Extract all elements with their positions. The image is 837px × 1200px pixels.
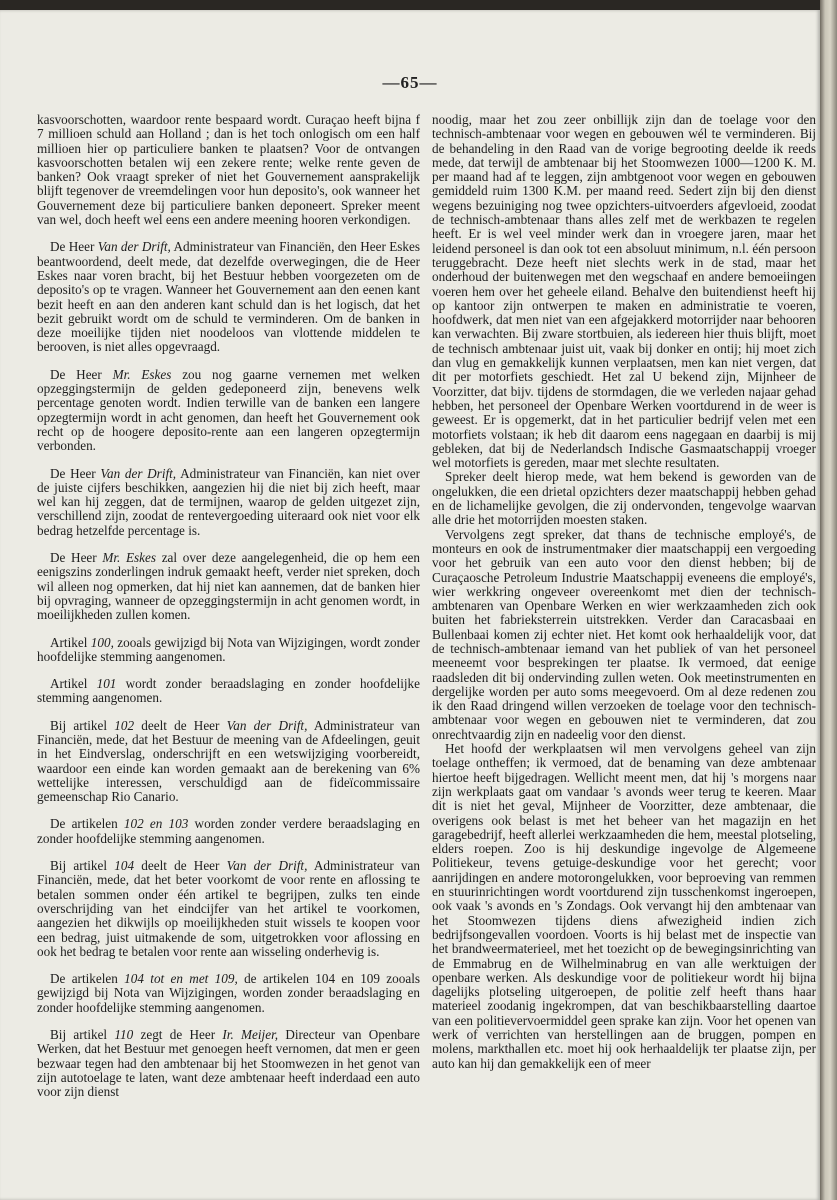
right-column — [432, 113, 816, 1071]
binding-edge — [820, 0, 837, 1200]
speaker-name: Van der Drift, — [226, 858, 308, 874]
paragraph: noodig, maar het zou zeer onbillijk zijn dan de toelage voor den technisch-ambtenaar voor wegen en gebouwen wél te verminderen. Bij de behandeling in den Raad van de vorige begrooting deelde ik reeds mede, dat terwijl de ambtenaar bij het Stoomwezen 1000—1200 K. M. per maand had af te leggen, zijn ambtgenoot voor wegen en gebouwen gemiddeld ruim 1300 K.M. per maand reed. Sedert zijn bij den dienst wegens bezuiniging nog twee opzichters-uitvoerders afgevloeid, zoodat de technisch-ambtenaar thans alles zelf met de werkbazen te regelen heeft. Er is wel veel minder werk dan in vroegere jaren, maar het leidend personeel is dan ook tot een absoluut minimum, n.l. één persoon teruggebracht. Deze heeft niet slechts werk in de stad, maar het onderhoud der buitenwegen met den wegschaaf en andere bemoeiingen voeren hem over het geheele eiland. Behalve den buitendienst heeft hij op kantoor zijn ontwerpen te maken en administratie te voeren, hoofdwerk, dat men niet van een afgejakkerd motorrijder naar behooren kan verwachten. Bij zware stortbuien, als iedereen hier thuis blijft, moet de technisch ambtenaar juist uit, vaak bij donker en ontij; hij moet zich dan vlug en gemakkelijk kunnen verplaatsen, men kan niet vergen, dat dit per motorfiets geschiedt. Het zal U bekend zijn, Mijnheer de Voorzitter, dat bijv. tijdens de stormdagen, die we verleden najaar gehad hebben, het personeel der Openbare Werken voortdurend in de weer is geweest. Er is opgemerkt, dat in het particulier bedrijf velen met een motorfiets volstaan; ik heb dit daarom eens nagegaan en daarbij is mij gebleken, dat bij de Nederlandsch Indische Gasmaatschappij vroeger wel motorfiets is gereden, maar met slechte resultaten. — [432, 112, 816, 471]
page-number: —65— — [382, 73, 438, 92]
paragraph: Bij artikel 102 deelt de Heer Van der Drift, Administrateur van Financiën, mede, dat het Bestuur de meening van de Afdeelingen, geuit in het Eindverslag, onderschrijft en een wetswijziging voorbereidt, waardoor een einde kan worden gemaakt aan de berekening van 6% wettelijke interessen, verschuldigd aan de fideïcommissaire gemeenschap Rio Canario. — [37, 717, 421, 805]
speaker-name: Van der Drift, — [97, 239, 171, 255]
paragraph: Vervolgens zegt spreker, dat thans de technische employé's, de monteurs en ook de instrumentmaker dier maatschappij een vergoeding voor het gebruik van een auto voor den dienst hebben; bij de Curaçaosche Petroleum Industrie Maatschappij eveneens die employé's, wier werkkring ongeveer overeenkomt met dien der technisch-ambtenaren van Openbare Werken en wier werkzaamheden zich ook buiten het fabrieksterrein uitstrekken. Verder dan Caracasbaai en Bullenbaai komen zij echter niet. Het komt ook herhaaldelijk voor, dat de technisch-ambtenaar iemand van het publiek of van het personeel meeneemt voor besprekingen ter plaatse. Ik vermoed, dat eenige raadsleden dit bij ondervinding zullen weten. Ook meetinstrumenten en dergelijke worden per auto soms meegevoerd. Om al deze redenen zou ik den Raad dringend willen verzoeken de toelage voor den technisch-ambtenaar voor wegen en gebouwen niet te verminderen, dat zou onrechtvaardig zijn en nadeelig voor den dienst. — [432, 526, 816, 742]
speaker-name: Mr. Eskes — [112, 366, 172, 382]
paragraph: De Heer Mr. Eskes zou nog gaarne vernemen met welken opzeggingstermijn de gelden gedeponeerd zijn, benevens welk percentage genoten wordt. Indien terwille van de banken een langere opzegtermijn wordt in acht genomen, dan heeft het Gouvernement ook recht op de hoogere deposito-rente aan een langeren opzegtermijn verbonden. — [37, 366, 420, 454]
paragraph: De Heer Mr. Eskes zal over deze aangelegenheid, die op hem een eenigszins zonderlingen indruk gemaakt heeft, verder niet spreken, doch wil alleen nog opmerken, dat hij niet kan aannemen, dat de banken hier bij opvraging, wanneer de opzeggingstermijn in acht genomen wordt, in moeilijkheden zullen komen. — [37, 550, 420, 623]
paragraph: De Heer Van der Drift, Administrateur van Financiën, kan niet over de juiste cijfers beschikken, aangezien hij die niet bij zich heeft, maar wel kan hij zeggen, dat de termijnen, waarop de gelden uitgezet zijn, verschillend zijn, zoodat de rentevergoeding uiteraard ook niet voor elk bedrag hetzelfde percentage is. — [37, 465, 420, 538]
article-number: 104 tot en met 109, — [124, 971, 238, 987]
paragraph: De artikelen 102 en 103 worden zonder verdere beraadslaging en zonder hoofdelijke stemming aangenomen. — [37, 816, 420, 846]
paragraph: Artikel 101 wordt zonder beraadslaging en zonder hoofdelijke stemming aangenomen. — [37, 676, 421, 706]
paragraph: kasvoorschotten, waardoor rente bespaard wordt. Curaçao heeft bijna f 7 millioen schuld aan Holland ; dan is het toch onlogisch om een half millioen hier op particuliere banken te plaatsen? Voor de ontvangen kasvoorschotten betalen wij een zekere rente; welke rente geven de banken? Ook vraagt spreker of niet het Gouvernement aansprakelijk blijft tegenover de vreemdelingen voor hun deposito's, ook wanneer het Gouvernement deze bij particuliere banken deponeert. Spreker meent van wel, doch heeft wel eens een andere meening hooren verkondigen. — [37, 112, 420, 228]
paragraph: Bij artikel 104 deelt de Heer Van der Drift, Administrateur van Financiën, mede, dat het beter voorkomt de voor rente en aflossing te betalen sommen onder één artikel te begrijpen, zulks ten einde overschrijding van het eindcijfer van het artikel te voorkomen, aangezien het dikwijls op moeilijkheden stuit wissels te koopen voor een bedrag, juist uitmakende de som, uitgetrokken voor aflossing en ook het bedrag te betalen voor rente aan wisseling onderhevig is. — [37, 858, 421, 959]
paragraph: Het hoofd der werkplaatsen wil men vervolgens geheel van zijn toelage ontheffen; ik vermoed, dat de benaming van deze ambtenaar hiertoe heeft bijgedragen. Wellicht meent men, dat hij 's morgens naar zijn werkplaats gaat om vandaar 's avonds weer terug te keeren. Maar dit is niet het geval, Mijnheer de Voorzitter, deze ambtenaar, die overigens ook belast is met het beheer van het magazijn en het garagebedrijf, heeft allerlei werkzaamheden die hem, meestal plotseling, elders roepen. Zoo is hij deskundige ingevolge de Algemeene Politiekeur, tevens getuige-deskundige voor het gerecht; voor aanrijdingen en andere motorongelukken, voor beproeving van remmen en stuurinrichtingen wordt voortdurend zijn tusschenkomst ingeroepen, ook vaak 's avonds en 's Zondags. Ook vervangt hij den ambtenaar van het Stoomwezen tijdens diens afwezigheid indien zich bedrijfsongevallen voordoen. Voorts is hij belast met de inspectie van het brandweermaterieel, met het toezicht op de bewegingsinrichting van de Emmabrug en de Wilhelminabrug en van alle werktuigen der openbare werken. Als deskundige voor de politiekeur wordt hij bijna dagelijks plotseling uitgeroepen, de politie zelf heeft thans haar materieel zoodanig ingekrompen, dat van beschikbaarstelling daartoe van een politievervoermiddel geen sprake kan zijn. Voor het openen van werk of verrichten van herstellingen aan de bruggen, pompen en molens, markthallen etc. moet hij ook herhaaldelijk ter plaatse zijn, per auto kan hij dan gemakkelijk een of meer — [432, 741, 816, 1071]
speaker-name: Van der Drift, — [100, 465, 177, 481]
speaker-name: Mr. Eskes — [102, 550, 157, 566]
left-column — [37, 113, 420, 1113]
speaker-name: Ir. Meijer, — [222, 1027, 279, 1043]
paragraph: Bij artikel 110 zegt de Heer Ir. Meijer, Directeur van Openbare Werken, dat het Bestuur met genoegen heeft vernomen, dat men er geen bezwaar tegen had den ambtenaar bij het Stoomwezen in het genot van zijn autotoelage te laten, want deze ambtenaar heeft inderdaad een auto voor zijn dienst — [37, 1027, 420, 1100]
article-number: 102 en 103 — [123, 816, 189, 832]
paragraph: De Heer Van der Drift, Administrateur van Financiën, den Heer Eskes beantwoordend, deelt mede, dat dezelfde overwegingen, die de Heer Eskes naar voren bracht, bij het Bestuur hebben voorgezeten om de deposito's op te vragen. Wanneer het Gouvernement aan den eenen kant bezit heeft en aan den anderen kant schuld dan is het logisch, dat het bezit gebruikt wordt om de schuld te verminderen. Om de banken in deze moeilijke tijden niet noodeloos van vlottende middelen te berooven, is niet alles opgevraagd. — [37, 239, 421, 355]
article-number: 100, — [90, 634, 114, 650]
article-number: 101 — [96, 676, 117, 692]
speaker-name: Van der Drift, — [226, 717, 308, 733]
article-number: 110 — [114, 1027, 134, 1043]
paragraph: Artikel 100, zooals gewijzigd bij Nota van Wijzigingen, wordt zonder hoofdelijke stemming aangenomen. — [37, 634, 420, 664]
article-number: 102 — [114, 717, 135, 733]
document-page — [0, 10, 820, 1200]
paragraph: Spreker deelt hierop mede, wat hem bekend is geworden van de ongelukken, die een drietal opzichters dezer maatschappij hebben gehad en de lichamelijke gevolgen, die zij ondervonden, tengevolge waarvan alle drie het motorrijden moesten staken. — [432, 469, 816, 528]
paragraph: De artikelen 104 tot en met 109, de artikelen 104 en 109 zooals gewijzigd bij Nota van Wijzigingen, worden zonder beraadslaging en zonder hoofdelijke stemming aangenomen. — [37, 971, 420, 1015]
article-number: 104 — [114, 858, 135, 874]
